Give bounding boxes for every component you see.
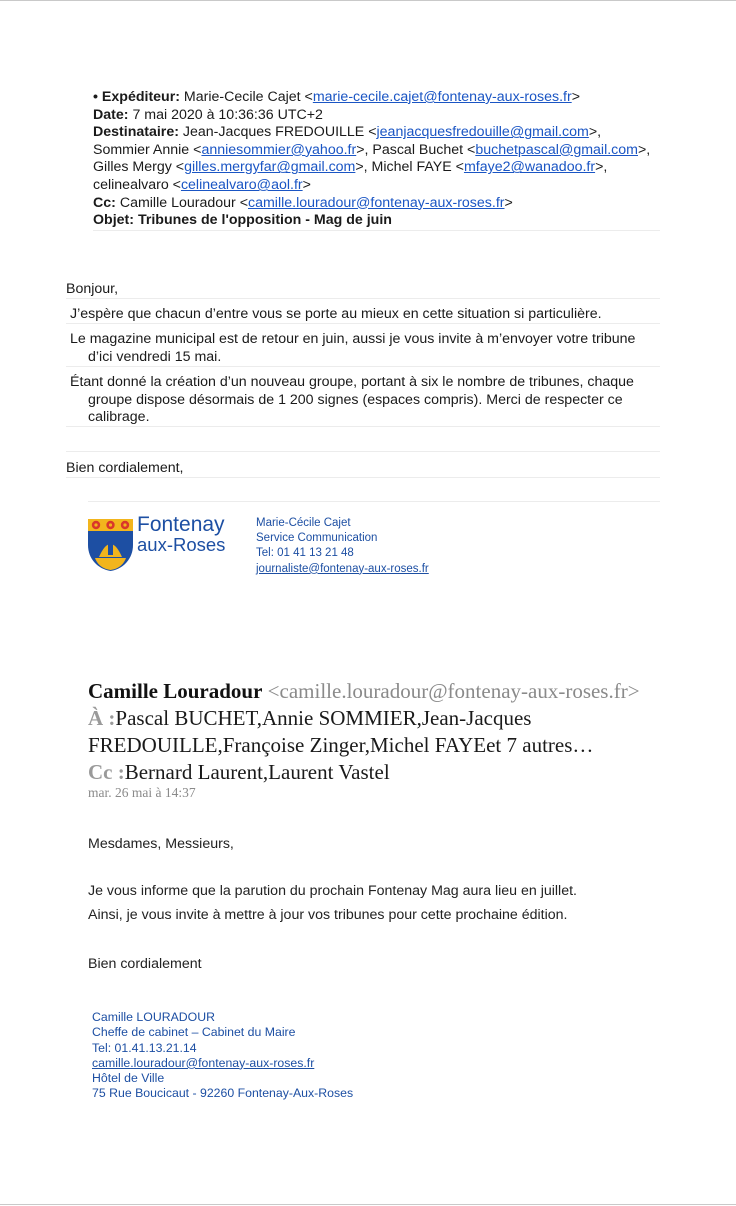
recipient-name: Sommier Annie [93, 141, 190, 158]
message-date: mar. 26 mai à 14:37 [88, 784, 196, 800]
date-label: Date: [93, 106, 129, 123]
paragraph: Je vous informe que la parution du prochain Fontenay Mag aura lieu en juillet. [88, 883, 577, 899]
closing: Bien cordialement, [66, 460, 184, 476]
greeting: Bonjour, [66, 281, 119, 297]
recipient-email-link[interactable]: mfaye2@wanadoo.fr [463, 159, 596, 176]
cc-label: Cc : [88, 760, 125, 784]
signature-email-link[interactable]: camille.louradour@fontenay-aux-roses.fr [92, 1055, 315, 1070]
sender-email: <camille.louradour@fontenay-aux-roses.fr> [267, 679, 640, 703]
signature-email-link[interactable]: journaliste@fontenay-aux-roses.fr [256, 562, 429, 575]
paragraph: J’espère que chacun d’entre vous se porte au mieux en cette situation si particulière. [70, 306, 602, 322]
paragraph: Étant donné la création d’un nouveau groupe, portant à six le nombre de tribunes, chaque groupe dispose désormais de 1 200 signes (espaces compris). Merci de respecter ce calibrage. [70, 374, 634, 426]
cc-email-link[interactable]: camille.louradour@fontenay-aux-roses.fr [248, 194, 505, 211]
subject-label: Objet: [93, 212, 134, 229]
to-recipients[interactable]: Pascal BUCHET,Annie SOMMIER,Jean-Jacques FREDOUILLE,Françoise Zinger,Michel FAYEet 7 autres… [88, 706, 594, 757]
divider [88, 501, 660, 502]
recipient-name: Michel FAYE [371, 159, 452, 176]
cc-label: Cc: [93, 194, 116, 211]
from-label: Expéditeur: [101, 89, 180, 105]
recipient-name: Pascal Buchet [372, 141, 464, 158]
to-label: Destinataire: [93, 124, 179, 141]
paragraph: Ainsi, je vous invite à mettre à jour vos tribunes pour cette prochaine édition. [88, 907, 568, 923]
divider [66, 366, 660, 367]
signature-block [256, 516, 429, 577]
signature-block-2 [92, 1010, 353, 1102]
from-line: • Expéditeur: Marie-Cecile Cajet <marie-cecile.cajet@fontenay-aux-roses.fr> [93, 89, 580, 105]
fontenay-logo [87, 513, 237, 573]
logo-text-2: aux-Roses [137, 534, 226, 555]
bullet: • [93, 89, 98, 105]
date-line [93, 107, 660, 125]
recipient-email-link[interactable]: gilles.mergyfar@gmail.com [184, 159, 356, 176]
divider [93, 230, 660, 231]
from-name: Marie-Cecile Cajet [183, 89, 301, 105]
logo-text-1: Fontenay [137, 513, 225, 536]
cc-line: Cc: Camille Louradour <camille.louradour@fontenay-aux-roses.fr> [93, 194, 513, 211]
divider [66, 298, 660, 299]
top-border [0, 0, 736, 1]
divider [66, 477, 660, 478]
to-label: À : [88, 706, 116, 730]
divider [66, 323, 660, 324]
recipient-email-link[interactable]: buchetpascal@gmail.com [475, 141, 638, 158]
recipient-email-link[interactable]: jeanjacquesfredouille@gmail.com [376, 124, 589, 141]
divider [66, 451, 660, 452]
cc-line [88, 759, 648, 786]
cc-recipients: Bernard Laurent,Laurent Vastel [124, 760, 390, 784]
recipient-name: celinealvaro [93, 176, 169, 193]
recipient-email-link[interactable]: celinealvaro@aol.fr [180, 176, 303, 193]
signature-name: Marie-Cécile Cajet [256, 517, 351, 529]
to-line: Destinataire: Jean-Jacques FREDOUILLE <jeanjacquesfredouille@gmail.com>, Sommier Annie <anniesommier@yahoo.fr>, Pascal Buchet <buchetpascal@gmail.com>, Gilles Mergy <gilles.mergyfar@gmail.com>, Michel FAYE <mfaye2@wanadoo.fr>, celinealvaro <celinealvaro@aol.fr> [93, 124, 651, 193]
closing: Bien cordialement [88, 956, 202, 972]
date-value: 7 mai 2020 à 10:36:36 UTC+2 [132, 106, 323, 123]
greeting: Mesdames, Messieurs, [88, 836, 234, 852]
forwarded-header [93, 89, 660, 230]
signature-phone: Tel: 01.41.13.21.14 [92, 1040, 197, 1055]
signature-dept: Service Communication [256, 532, 378, 545]
sender-name: Camille Louradour [88, 679, 263, 703]
from-email-link[interactable]: marie-cecile.cajet@fontenay-aux-roses.fr [312, 89, 572, 105]
to-line [88, 705, 648, 758]
recipient-email-link[interactable]: anniesommier@yahoo.fr [201, 141, 357, 158]
sender-line [88, 678, 648, 704]
subject-line [93, 212, 660, 230]
cc-name: Camille Louradour [119, 194, 236, 211]
subject-value: Tribunes de l'opposition - Mag de juin [137, 212, 392, 229]
paragraph: Le magazine municipal est de retour en juin, aussi je vous invite à m’envoyer votre tribune d’ici vendredi 15 mai. [70, 331, 636, 365]
signature-title: Cheffe de cabinet – Cabinet du Maire [92, 1025, 296, 1040]
signature-place: Hôtel de Ville [92, 1071, 165, 1086]
recipient-name: Gilles Mergy [93, 159, 172, 176]
signature-address: 75 Rue Boucicaut - 92260 Fontenay-Aux-Roses [92, 1086, 354, 1101]
signature-phone: Tel: 01 41 13 21 48 [256, 547, 354, 560]
signature-name: Camille LOURADOUR [92, 1010, 215, 1024]
bottom-border [0, 1204, 736, 1205]
recipient-name: Jean-Jacques FREDOUILLE [182, 124, 365, 141]
message2-header [88, 678, 648, 802]
divider [66, 426, 660, 427]
